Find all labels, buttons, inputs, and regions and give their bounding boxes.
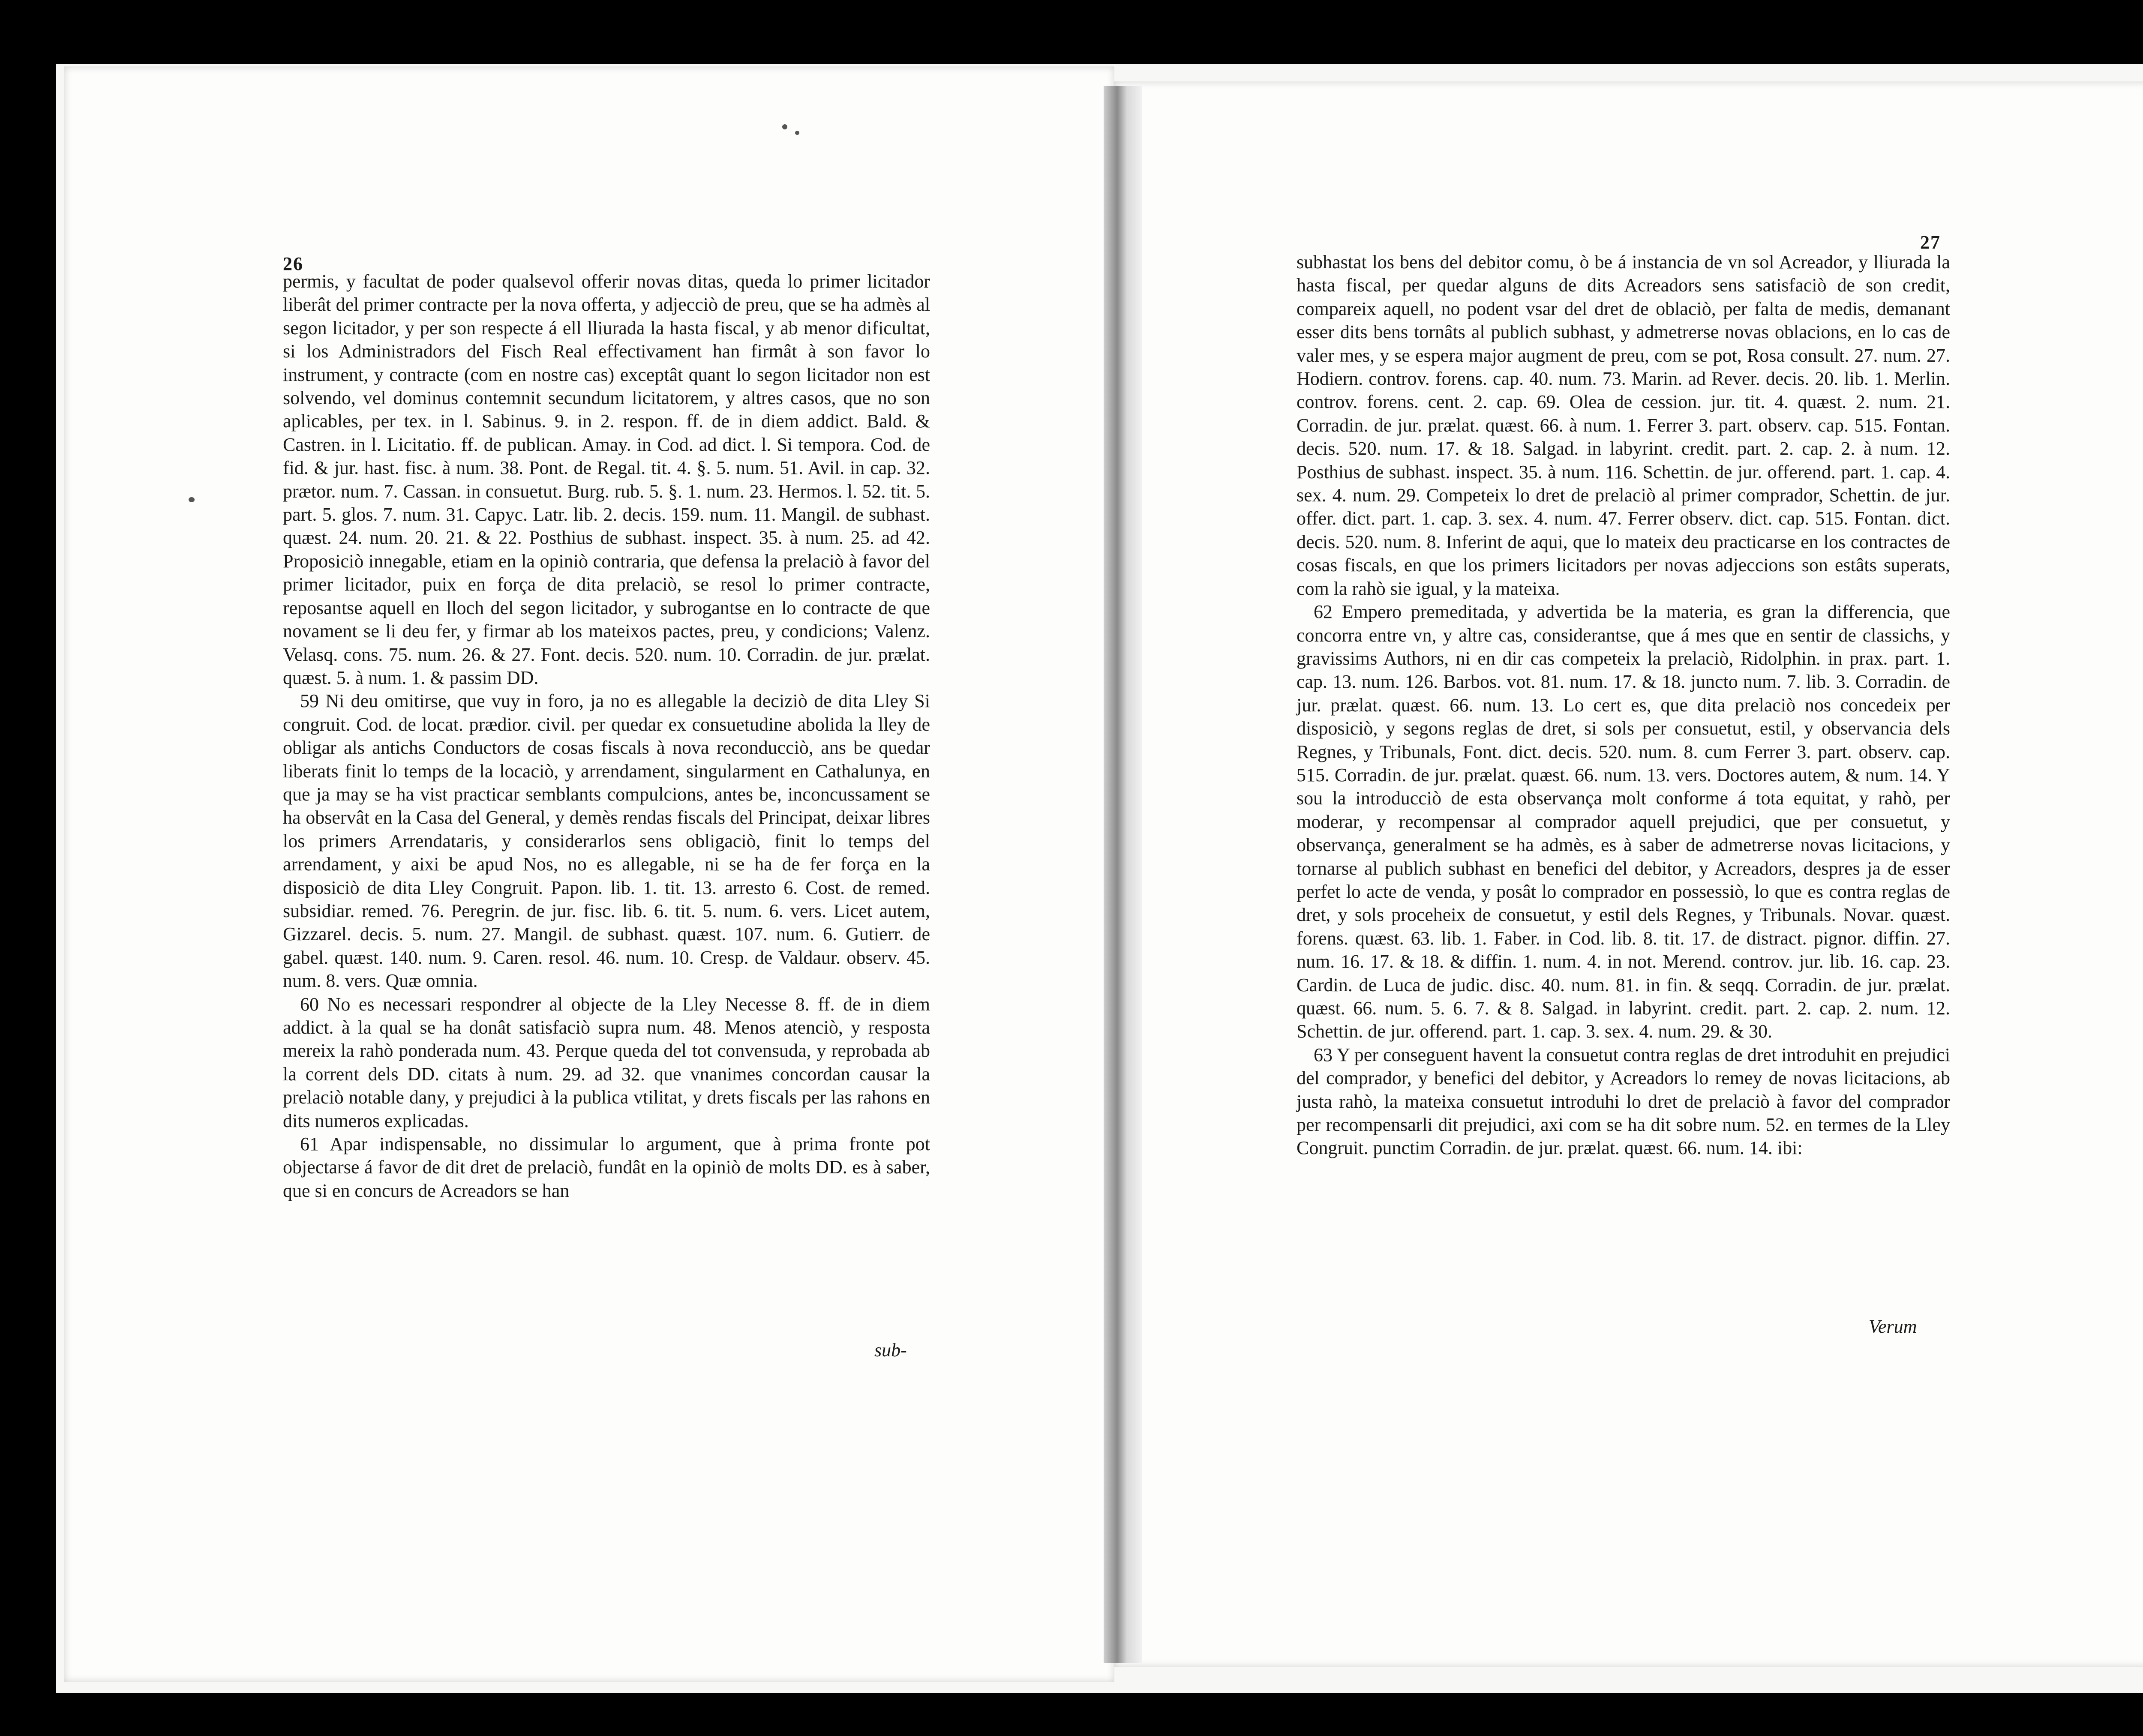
ink-speck (795, 131, 799, 135)
paragraph-61-continued: subhastat los bens del debitor comu, ò be á instancia de vn sol Acreador, y lliurada la hasta fiscal, per quedar alguns de dits Acreadors sens satisfaciò de son credit, compareix aquell, no podent vsar del dret de oblaciò, per falta de medis, demanant esser dits bens tornâts al publich subhast, y admetrerse novas oblacions, en lo cas de valer mes, y se espera major augment de preu, com se pot, Rosa consult. 27. num. 27. Hodiern. controv. forens. cap. 40. num. 73. Marin. ad Rever. decis. 20. lib. 1. Merlin. controv. forens. cent. 2. cap. 69. Olea de cession. jur. tit. 4. quæst. 2. num. 21. Corradin. de jur. prælat. quæst. 66. à num. 1. Ferrer 3. part. observ. cap. 515. Fontan. decis. 520. num. 17. & 18. Salgad. in labyrint. credit. part. 2. cap. 2. à num. 12. Posthius de subhast. inspect. 35. à num. 116. Schettin. de jur. offerend. part. 1. cap. 4. sex. 4. num. 29. Competeix lo dret de prelaciò al primer comprador, Schettin. de jur. offer. dict. part. 1. cap. 3. sex. 4. num. 47. Ferrer observ. dict. cap. 515. Fontan. dict. decis. 520. num. 8. Inferint de aqui, que lo mateix deu practicarse en los contractes de cosas fiscals, en que los primers licitadors per novas adjeccions son estâts superats, com la rahò sie igual, y la mateixa. (1297, 252, 1950, 599)
catchword-right: Verum (1869, 1316, 1917, 1337)
book-gutter (1104, 86, 1142, 1663)
paragraph-58-continued: permis, y facultat de poder qualsevol offerir novas ditas, queda lo primer licitador liberât del primer contracte per la nova offerta, y adjecciò de preu, que se ha admès al segon licitador, y per son respecte á ell lliurada la hasta fiscal, y ab menor dificultat, si los Administradors del Fisch Real effectivament han firmât à son favor lo instrument, y contracte (com en nostre cas) exceptât quant lo segon licitador non est solvendo, vel dominus contemnit secundum licitatorem, y altres casos, que no son aplicables, per tex. in l. Sabinus. 9. in 2. respon. ff. de in diem addict. Bald. & Castren. in l. Licitatio. ff. de publican. Amay. in Cod. ad dict. l. Si tempora. Cod. de fid. & jur. hast. fisc. à num. 38. Pont. de Regal. tit. 4. §. 5. num. 51. Avil. in cap. 32. prætor. num. 7. Cassan. in consuetut. Burg. rub. 5. §. 1. num. 23. Hermos. l. 52. tit. 5. part. 5. glos. 7. num. 31. Capyc. Latr. lib. 2. decis. 159. num. 11. Mangil. de subhast. quæst. 24. num. 20. 21. & 22. Posthius de subhast. inspect. 35. à num. 25. ad 42. Proposiciò innegable, etiam en la opiniò contraria, que defensa la prelaciò à favor del primer licitador, puix en força de dita prelaciò, se resol lo primer contracte, reposantse aquell en lloch del segon licitador, y subrogantse en lo contracte de que novament se li deu fer, y firmar ab los mateixos pactes, preu, y condicions; Valenz. Velasq. cons. 75. num. 26. & 27. Font. decis. 520. num. 10. Corradin. de jur. prælat. quæst. 5. à num. 1. & passim DD. (283, 271, 930, 688)
left-page-text (283, 270, 930, 1202)
paragraph-60: 60 No es necessari respondrer al objecte de la Lley Necesse 8. ff. de in diem addict. à la qual se ha donât satisfaciò supra num. 48. Menos atenciò, y resposta mereix la rahò ponderada num. 43. Perque queda del tot convensuda, y reprobada ab la corrent dels DD. citats à num. 29. ad 32. que vnanimes concordan causar la prelaciò notable dany, y prejudici à la publica vtilitat, y drets fiscals per las rahons en dits numeros explicadas. (283, 993, 930, 1131)
paragraph-59: 59 Ni deu omitirse, que vuy in foro, ja no es allegable la deciziò de dita Lley Si congruit. Cod. de locat. prædior. civil. per quedar ex consuetudine abolida la lley de obligar als antichs Conductors de cosas fiscals à nova reconducciò, ans be quedar liberats finit lo temps de la locaciò, y arrendament, singularment en Cathalunya, en que ja may se ha vist practicar semblants compulcions, antes be, inconcussament se ha observât en la Casa del General, y demès rendas fiscals del Principat, deixar libres los primers Arrendataris, y considerarlos sens obligaciò, finit lo temps del arrendament, y aixi be apud Nos, no es allegable, ni se ha de fer força en la disposiciò de dita Lley Congruit. Papon. lib. 1. tit. 13. arresto 6. Cost. de remed. subsidiar. remed. 76. Peregrin. de jur. fisc. lib. 6. tit. 5. num. 6. vers. Licet autem, Gizzarel. decis. 5. num. 27. Mangil. de subhast. quæst. 107. num. 6. Gutierr. de gabel. quæst. 140. num. 9. Caren. resol. 46. num. 10. Cresp. de Valdaur. observ. 45. num. 8. vers. Quæ omnia. (283, 690, 930, 992)
paragraph-62: 62 Empero premeditada, y advertida be la materia, es gran la differencia, que concorra entre vn, y altre cas, considerantse, que á mes que en sentir de classichs, y gravissims Authors, ni en dir cas competeix la prelaciò, Ridolphin. in prax. part. 1. cap. 13. num. 126. Barbos. vot. 81. num. 17. & 18. juncto num. 7. lib. 3. Corradin. de jur. prælat. quæst. 66. num. 13. Lo cert es, que dita prelaciò nos concedeix per disposiciò, y segons reglas de dret, si sols per consuetut, estil, y observancia dels Regnes, y Tribunals, Font. dict. decis. 520. num. 8. cum Ferrer 3. part. observ. cap. 515. Corradin. de jur. prælat. quæst. 66. num. 13. vers. Doctores autem, & num. 14. Y sou la introducciò de esta observança molt conforme á tota equitat, y rahò, per moderar, y recompensar al comprador aquell prejudici, que per consuetut, y observança, generalment se ha admès, es à saber de admetrerse novas licitacions, y tornarse al publich subhast en benefici del debitor, y Acreadors, despres ja de esser perfet lo acte de venda, y posât lo comprador en possessiò, lo que es contra reglas de dret, y sols proceheix de consuetut, y estil dels Regnes, y Tribunals. Novar. quæst. forens. quæst. 63. lib. 1. Faber. in Cod. lib. 8. tit. 17. de distract. pignor. diffin. 27. num. 16. 17. & 18. & diffin. 1. num. 4. in not. Merend. controv. jur. lib. 16. cap. 23. Cardin. de Luca de judic. disc. 40. num. 81. in fin. & seqq. Corradin. de jur. prælat. quæst. 66. num. 5. 6. 7. & 8. Salgad. in labyrint. credit. part. 2. cap. 2. num. 12. Schettin. de jur. offerend. part. 1. cap. 3. sex. 4. num. 29. & 30. (1297, 601, 1950, 1042)
paragraph-61: 61 Apar indispensable, no dissimular lo argument, que à prima fronte pot objectarse á favor de dit dret de prelaciò, fundât en la opiniò de molts DD. es à saber, que si en concurs de Acreadors se han (283, 1133, 930, 1201)
ink-speck (782, 124, 787, 129)
ink-speck (189, 497, 195, 502)
catchword-left: sub- (874, 1340, 907, 1361)
right-page-text (1297, 251, 1950, 1160)
paragraph-63: 63 Y per conseguent havent la consuetut contra reglas de dret introduhit en prejudici del comprador, y benefici del debitor, y Acreadors lo remey de novas licitacions, ab justa rahò, la mateixa consuetut introduhi lo dret de prelaciò à favor del comprador per recompensarli dit prejudici, axi com se ha dit sobre num. 52. en termes de la Lley Congruit. punctim Corradin. de jur. prælat. quæst. 66. num. 14. ibi: (1297, 1044, 1950, 1159)
page-number-left: 26 (283, 253, 303, 274)
page-number-right: 27 (1920, 232, 1941, 253)
